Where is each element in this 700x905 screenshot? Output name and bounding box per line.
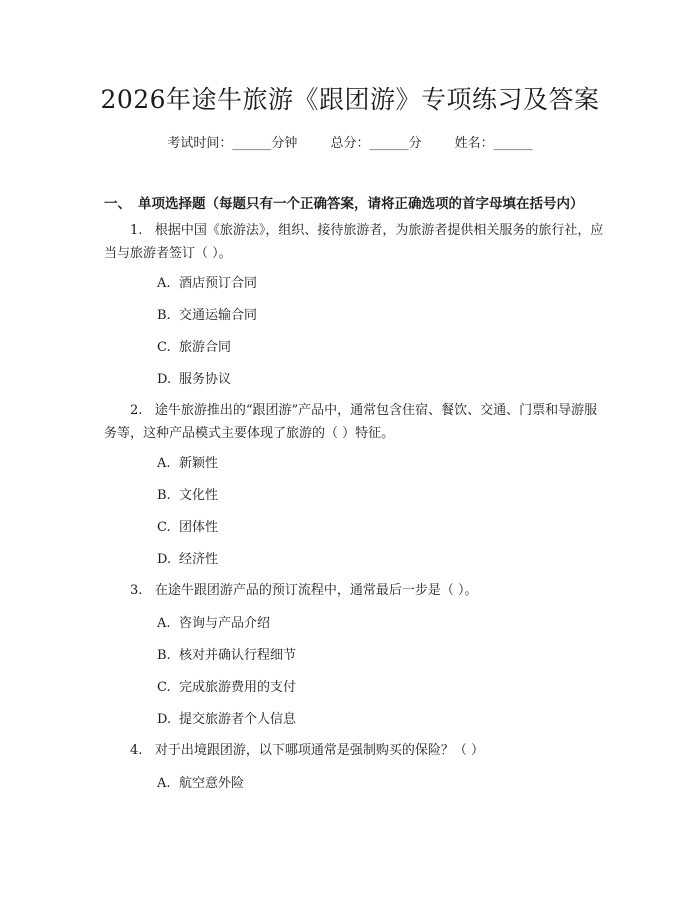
option-3d xyxy=(157,711,296,729)
option-1d xyxy=(157,371,231,389)
option-text: 文化性 xyxy=(179,488,219,503)
option-2c xyxy=(157,519,218,537)
question-number: 1. xyxy=(130,223,143,238)
option-letter: A. xyxy=(157,776,171,791)
question-text: 途牛旅游推出的“跟团游”产品中，通常包含住宿、餐饮、交通、门票和导游服务等，这种产品模式主要体现了旅游的（ ）特征。 xyxy=(104,403,598,441)
document-title: 2026年途牛旅游《跟团游》专项练习及答案 xyxy=(100,85,600,114)
time-unit: 分钟 xyxy=(271,136,298,151)
time-label: 考试时间： xyxy=(167,136,233,151)
option-2a xyxy=(157,455,218,473)
option-text: 完成旅游费用的支付 xyxy=(179,680,297,695)
name-label: 姓名： xyxy=(454,136,494,151)
option-letter: A. xyxy=(157,276,171,291)
option-letter: C. xyxy=(157,520,171,535)
name-blank: ______ xyxy=(493,136,533,151)
option-3b xyxy=(157,647,296,665)
score-blank: ______ xyxy=(369,136,409,151)
option-letter: A. xyxy=(157,456,171,471)
option-letter: C. xyxy=(157,340,171,355)
question-number: 2. xyxy=(130,403,143,418)
option-letter: B. xyxy=(157,648,171,663)
score-label: 总分： xyxy=(330,136,370,151)
option-4a xyxy=(157,775,244,793)
option-text: 航空意外险 xyxy=(179,776,245,791)
option-text: 服务协议 xyxy=(179,372,232,387)
option-2b xyxy=(157,487,218,505)
option-letter: D. xyxy=(157,552,172,567)
option-text: 酒店预订合同 xyxy=(179,276,258,291)
option-text: 经济性 xyxy=(179,552,219,567)
section-number: 一、 xyxy=(104,196,131,212)
option-letter: C. xyxy=(157,680,171,695)
question-1 xyxy=(104,219,604,265)
score-unit: 分 xyxy=(408,136,422,151)
question-3 xyxy=(104,579,604,602)
question-4 xyxy=(104,739,604,762)
option-letter: B. xyxy=(157,488,171,503)
option-text: 提交旅游者个人信息 xyxy=(179,712,297,727)
option-3a xyxy=(157,615,270,633)
section-title: 单项选择题（每题只有一个正确答案，请将正确选项的首字母填在括号内） xyxy=(138,196,584,212)
question-number: 3. xyxy=(130,583,143,598)
option-1b xyxy=(157,307,257,325)
question-text: 根据中国《旅游法》，组织、接待旅游者，为旅游者提供相关服务的旅行社，应当与旅游者签订（ ）。 xyxy=(104,223,604,261)
option-text: 交通运输合同 xyxy=(179,308,258,323)
option-3c xyxy=(157,679,296,697)
question-number: 4. xyxy=(130,743,143,758)
question-text: 在途牛跟团游产品的预订流程中，通常最后一步是（ ）。 xyxy=(154,583,478,598)
option-letter: A. xyxy=(157,616,171,631)
option-2d xyxy=(157,551,218,569)
section-heading xyxy=(104,192,624,212)
option-letter: D. xyxy=(157,372,172,387)
option-text: 团体性 xyxy=(179,520,219,535)
exam-meta-line xyxy=(0,132,700,151)
option-1c xyxy=(157,339,231,357)
option-1a xyxy=(157,275,257,293)
question-2 xyxy=(104,399,604,445)
option-text: 核对并确认行程细节 xyxy=(179,648,297,663)
question-text: 对于出境跟团游，以下哪项通常是强制购买的保险？（ ） xyxy=(154,743,484,758)
option-text: 新颖性 xyxy=(179,456,219,471)
option-text: 旅游合同 xyxy=(179,340,232,355)
time-blank: ______ xyxy=(232,136,272,151)
option-text: 咨询与产品介绍 xyxy=(179,616,271,631)
option-letter: B. xyxy=(157,308,171,323)
option-letter: D. xyxy=(157,712,172,727)
